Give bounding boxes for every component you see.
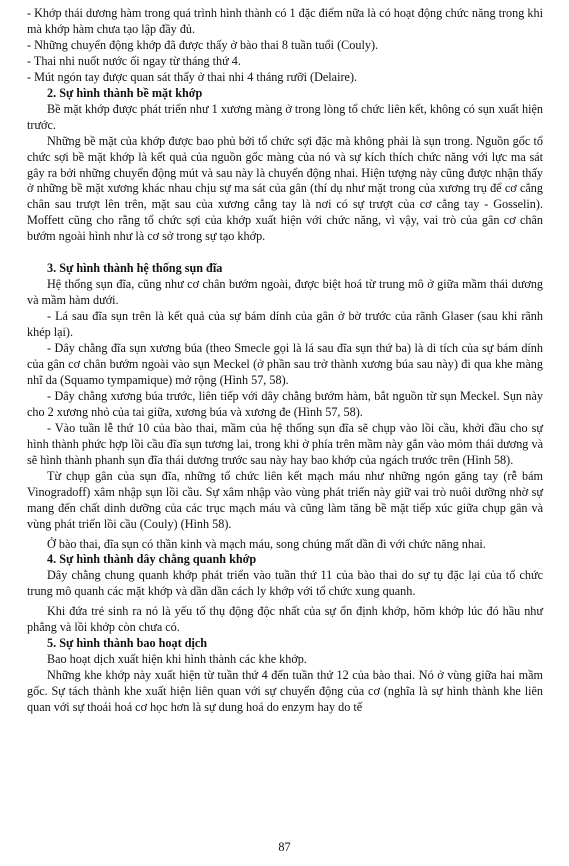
paragraph-joint-clefts: Những khe khớp này xuất hiện từ tuần thứ 4 đến tuần thứ 12 của bào thai. Nó ở vùng giữa hai mầm gốc. Sự tách thành khe xuất hiện liên quan với sự chuyển động của cơ (nghĩa là sự hình thành khe liên quan với sự thoái hoá cơ học hơn là sự dung hoá do enzym hay do tế (27, 668, 543, 715)
page-number: 87 (278, 840, 291, 854)
paragraph-tmj-function: - Khớp thái dương hàm trong quá trình hình thành có 1 đặc điểm nữa là có hoạt động chức năng trong khi mà khớp hàm chưa tạo lập đầy đủ. (27, 6, 543, 36)
section-heading-joint-surface: 2. Sự hình thành bề mặt khớp (47, 85, 203, 100)
paragraph-synovial-appears: Bao hoạt dịch xuất hiện khi hình thành các khe khớp. (47, 652, 307, 667)
section-heading-disc-system: 3. Sự hình thành hệ thống sụn đĩa (47, 261, 223, 276)
section-heading-ligaments: 4. Sự hình thành dây chằng quanh khớp (47, 552, 257, 567)
paragraph-disc-mesenchyme: Hệ thống sụn đĩa, cũng như cơ chân bướm ngoài, được biệt hoá từ trung mô ở giữa mầm thái dương và mầm hàm dưới. (27, 277, 543, 308)
paragraph-couly-8-weeks: - Những chuyển động khớp đã được thấy ở bào thai 8 tuần tuổi (Couly). (27, 37, 379, 52)
section-heading-synovial: 5. Sự hình thành bao hoạt dịch (47, 636, 208, 651)
paragraph-discomalleolar-ligament: - Dây chằng đĩa sụn xương búa (theo Smecle gọi là lá sau đĩa sụn thứ ba) là di tích của sự bám dính của gân cơ chân bướm ngoài vào sụn Meckel (ở phần sau trở thành xương búa sau này) đi qua khe màng nhĩ da (Squamo tympamique) mở rộng (Hình 57, 58). (27, 341, 543, 387)
paragraph-anterior-malleolar-ligament: - Dây chằng xương búa trước, liên tiếp với dây chằng bướm hàm, bắt nguồn từ sụn Meckel. Sụn này cho 2 xương nhỏ của tai giữa, xương búa và xương đe (Hình 57, 58). (27, 388, 543, 419)
paragraph-disc-nerves: Ở bào thai, đĩa sụn có thần kinh và mạch máu, song chúng mất dần đi với chức năng nhai. (47, 536, 486, 551)
paragraph-thumb-sucking: - Mút ngón tay được quan sát thấy ở thai nhi 4 tháng rưỡi (Delaire). (27, 69, 358, 84)
paragraph-newborn-stability: Khi đứa trẻ sinh ra nó là yếu tố thụ động độc nhất của sự ổn định khớp, hõm khớp lúc đó hầu như phẳng và lồi khớp còn chưa có. (27, 604, 543, 635)
paragraph-posterior-lamina: - Lá sau đĩa sụn trên là kết quả của sự bám dính của gân ở bờ trước của rãnh Glaser (sau khi rãnh khép lại). (27, 309, 543, 340)
paragraph-fibrous-tissue: Những bề mặt của khớp được bao phủ bởi tổ chức sợi đặc mà không phải là sụn trong. Nguồn gốc tổ chức sợi bề mặt khớp là kết quả của nguồn gốc màng của nó và sự kích thích chức năng với lực ma sát gây ra bởi những chuyển động mút và sau này là chuyển động nhai. Hiện tượng này cũng được nhận thấy ở những bề mặt xương khác nhau chịu sự ma sát của gân (thí dụ như mặt trong của xương trụ để cơ cẳng chân sau trượt lên trên, mặt sau của xương cẳng tay là nơi có sự trượt của cơ cẳng tay - Gosselin). Moffett cũng cho rằng tổ chức sợi của khớp xuất hiện với chức năng, vì vậy, vai trò của gân cơ chân bướm ngoài hình như là cơ sở trong sự tạo khớp. (27, 133, 543, 244)
paragraph-joint-surface-intro: Bề mặt khớp được phát triển như 1 xương màng ở trong lòng tổ chức liên kết, không có sụn xuất hiện trước. (27, 101, 543, 132)
paragraph-ligament-week-11: Dây chằng chung quanh khớp phát triển vào tuần thứ 11 của bào thai do sự tụ đặc lại của tổ chức trung mô quanh các mặt khớp và dần dần cách ly khớp với tổ chức xung quanh. (27, 568, 543, 599)
paragraph-week-10: - Vào tuần lễ thứ 10 của bào thai, mầm của hệ thống sụn đĩa sẽ chụp vào lồi cầu, khởi đầu cho sự hình thành phức hợp lồi cầu đĩa sụn tương lai, trong khi ở phía trên mầm này gắn vào mỏm thái dương và sẽ hình thành phanh sụn đĩa thái dương trước sau này hay bao khớp của ngách trước trên (Hình 58). (27, 420, 543, 467)
paragraph-amniotic-swallow: - Thai nhi nuốt nước ối ngay từ tháng thứ 4. (27, 53, 241, 68)
paragraph-vascular-tissue: Từ chụp gân của sụn đĩa, những tổ chức liên kết mạch máu như những ngón găng tay (rễ bám Vinogradoff) xâm nhập sụn lồi cầu. Sự xâm nhập vào vùng phát triển này giữ vai trò nuôi dưỡng nhờ sự mang đến chất dinh dưỡng của các trục mạch máu và cũng làm tăng bề mặt tiếp xúc giữa chụp gân và vùng phát triển lồi cầu (Couly) (Hình 58). (27, 468, 543, 531)
